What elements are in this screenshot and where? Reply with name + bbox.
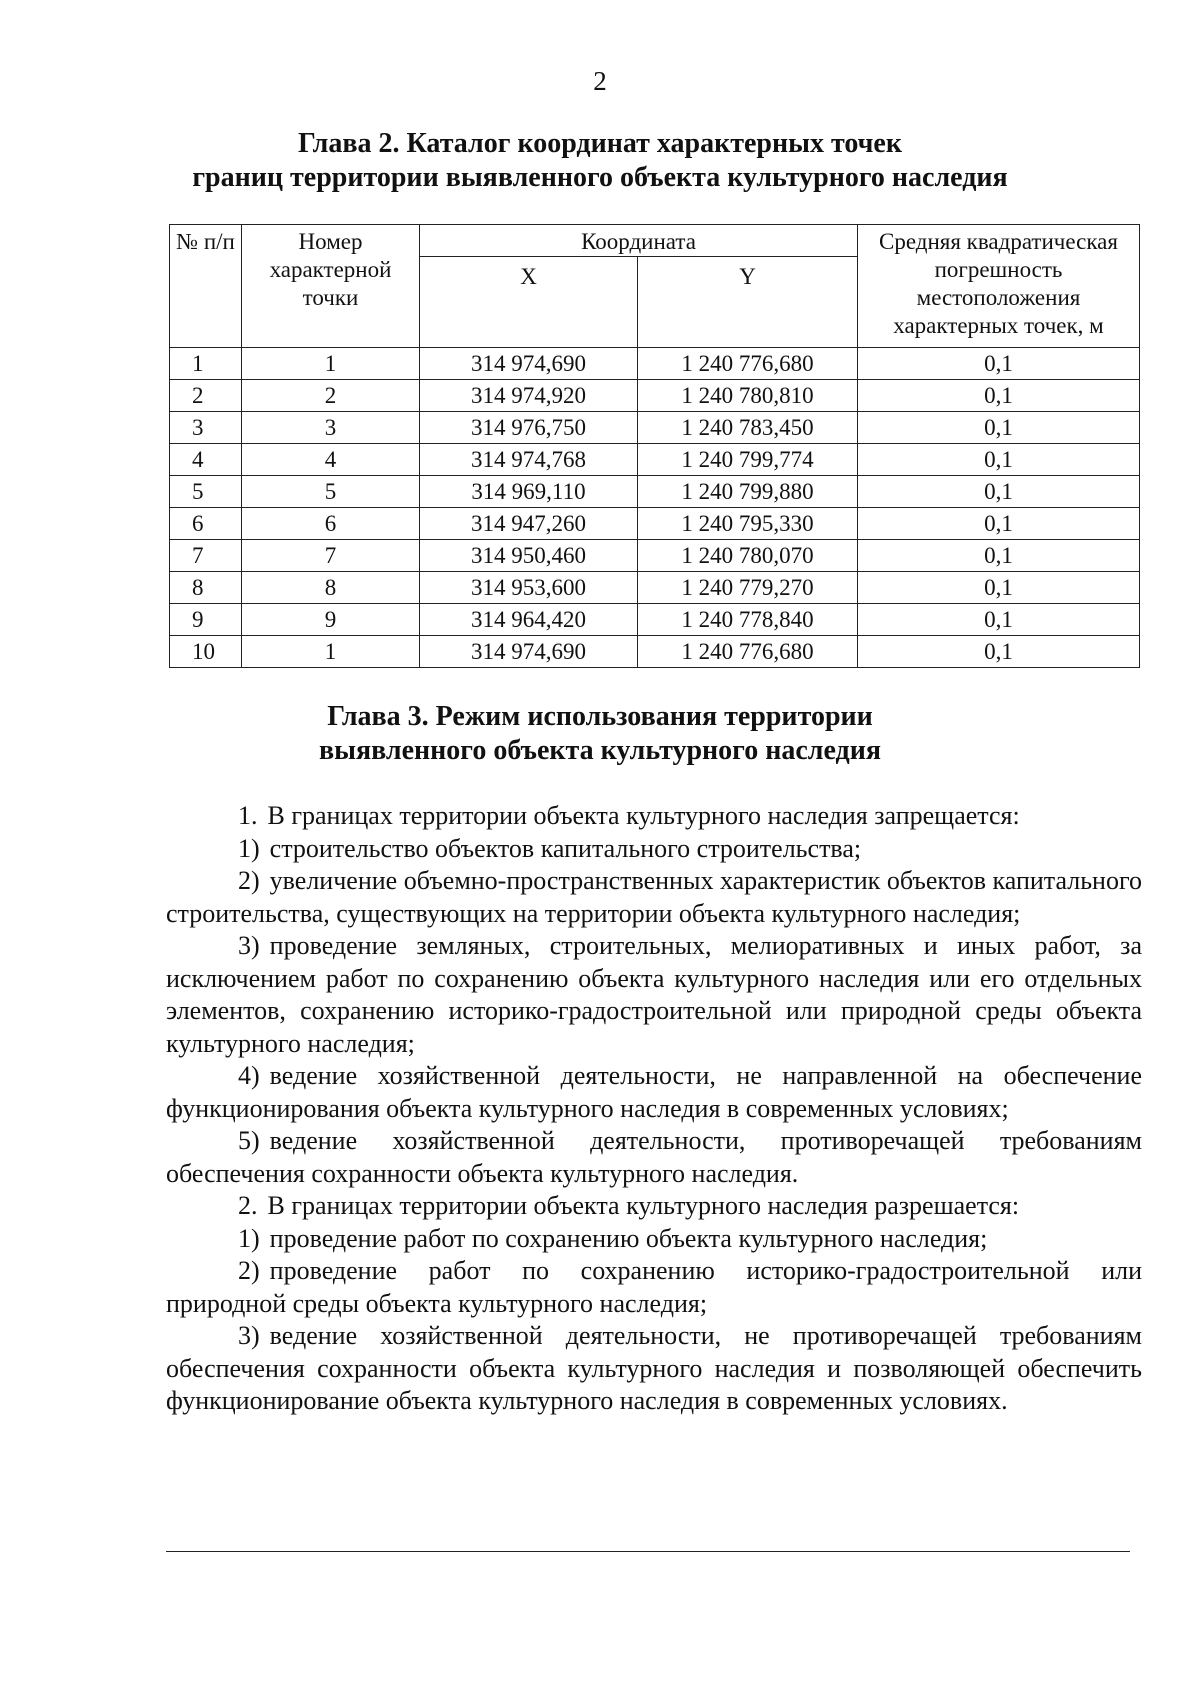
header-mean-square-error: Средняя квадратическая погрешность местоположения характерных точек, м <box>858 225 1140 348</box>
chapter-3-title-line-2: выявленного объекта культурного наследия <box>319 735 881 766</box>
paragraph-text: ведение хозяйственной деятельности, не противоречащей требованиям обеспечения сохранности объекта культурного наследия и позволяющей обеспечить функционирование объекта культурного наследия в современных условиях. <box>166 1321 1142 1415</box>
table-row <box>170 412 1140 444</box>
paragraph <box>166 1125 1142 1190</box>
error-cell: 0,1 <box>858 444 1140 476</box>
error-cell: 0,1 <box>858 636 1140 668</box>
paragraph-number: 2) <box>238 866 260 895</box>
point-number-cell: 7 <box>242 540 420 572</box>
point-number-cell: 2 <box>242 380 420 412</box>
table-row <box>170 348 1140 380</box>
error-cell: 0,1 <box>858 604 1140 636</box>
point-number-cell: 6 <box>242 508 420 540</box>
error-cell: 0,1 <box>858 572 1140 604</box>
paragraph-number: 1. <box>238 801 258 830</box>
error-cell: 0,1 <box>858 540 1140 572</box>
paragraph <box>166 1255 1142 1320</box>
bottom-divider <box>166 1551 1130 1552</box>
paragraph <box>166 800 1142 833</box>
x-coordinate-cell: 314 974,690 <box>420 636 638 668</box>
table-row <box>170 476 1140 508</box>
point-number-cell: 1 <box>242 636 420 668</box>
paragraph-text: проведение земляных, строительных, мелиоративных и иных работ, за исключением работ по сохранению объекта культурного наследия или его отдельных элементов, сохранению историко-градостроительной или природной среды объекта культурного наследия; <box>166 931 1142 1058</box>
x-coordinate-cell: 314 953,600 <box>420 572 638 604</box>
paragraph-text: проведение работ по сохранению историко-градостроительной или природной среды объекта культурного наследия; <box>166 1256 1142 1318</box>
row-number-cell: 4 <box>170 444 242 476</box>
chapter-2-title-line-2: границ территории выявленного объекта культурного наследия <box>192 162 1008 193</box>
x-coordinate-cell: 314 950,460 <box>420 540 638 572</box>
paragraph-text: строительство объектов капитального строительства; <box>269 833 862 863</box>
y-coordinate-cell: 1 240 776,680 <box>638 348 858 380</box>
paragraph-text: В границах территории объекта культурного наследия разрешается: <box>267 1191 1020 1220</box>
error-cell: 0,1 <box>858 380 1140 412</box>
paragraph-text: проведение работ по сохранению объекта культурного наследия; <box>269 1223 988 1253</box>
x-coordinate-cell: 314 974,920 <box>420 380 638 412</box>
y-coordinate-cell: 1 240 799,880 <box>638 476 858 508</box>
paragraph-number: 3) <box>238 931 260 960</box>
error-cell: 0,1 <box>858 412 1140 444</box>
coordinates-table <box>169 224 1140 668</box>
row-number-cell: 10 <box>170 636 242 668</box>
x-coordinate-cell: 314 947,260 <box>420 508 638 540</box>
point-number-cell: 4 <box>242 444 420 476</box>
paragraph-number: 4) <box>238 1061 260 1090</box>
table-row <box>170 572 1140 604</box>
paragraph-number: 2) <box>238 1256 260 1285</box>
header-point-number: Номер характерной точки <box>242 225 420 348</box>
point-number-cell: 3 <box>242 412 420 444</box>
header-x: X <box>420 257 638 348</box>
paragraph-number: 5) <box>238 1126 260 1155</box>
row-number-cell: 1 <box>170 348 242 380</box>
error-cell: 0,1 <box>858 476 1140 508</box>
row-number-cell: 3 <box>170 412 242 444</box>
paragraph <box>166 1190 1142 1223</box>
y-coordinate-cell: 1 240 780,810 <box>638 380 858 412</box>
y-coordinate-cell: 1 240 780,070 <box>638 540 858 572</box>
table-row <box>170 444 1140 476</box>
paragraph-text: В границах территории объекта культурного наследия запрещается: <box>267 801 1020 830</box>
y-coordinate-cell: 1 240 799,774 <box>638 444 858 476</box>
header-coordinate: Координата <box>420 225 858 257</box>
table-header <box>170 225 1140 348</box>
chapter-3-title-line-1: Глава 3. Режим использования территории <box>327 701 873 732</box>
page-number: 2 <box>593 66 607 96</box>
x-coordinate-cell: 314 976,750 <box>420 412 638 444</box>
row-number-cell: 7 <box>170 540 242 572</box>
row-number-cell: 8 <box>170 572 242 604</box>
table-row <box>170 508 1140 540</box>
chapter-2-title <box>0 127 1200 195</box>
header-row-number: № п/п <box>170 225 242 348</box>
row-number-cell: 9 <box>170 604 242 636</box>
x-coordinate-cell: 314 974,768 <box>420 444 638 476</box>
paragraph <box>166 1320 1142 1418</box>
y-coordinate-cell: 1 240 779,270 <box>638 572 858 604</box>
table-row <box>170 636 1140 668</box>
paragraph <box>166 930 1142 1060</box>
row-number-cell: 5 <box>170 476 242 508</box>
error-cell: 0,1 <box>858 348 1140 380</box>
paragraph <box>166 833 1142 866</box>
table-body <box>170 348 1140 668</box>
paragraph <box>166 1060 1142 1125</box>
header-y: Y <box>638 257 858 348</box>
x-coordinate-cell: 314 969,110 <box>420 476 638 508</box>
paragraph-number: 3) <box>238 1321 260 1350</box>
table-row <box>170 380 1140 412</box>
table-row <box>170 540 1140 572</box>
y-coordinate-cell: 1 240 778,840 <box>638 604 858 636</box>
y-coordinate-cell: 1 240 795,330 <box>638 508 858 540</box>
row-number-cell: 6 <box>170 508 242 540</box>
chapter-3-title <box>0 700 1200 768</box>
y-coordinate-cell: 1 240 783,450 <box>638 412 858 444</box>
chapter-2-title-line-1: Глава 2. Каталог координат характерных точек <box>298 128 902 159</box>
x-coordinate-cell: 314 964,420 <box>420 604 638 636</box>
paragraph <box>166 865 1142 930</box>
paragraph-text: увеличение объемно-пространственных характеристик объектов капитального строительства, существующих на территории объекта культурного наследия; <box>166 866 1142 928</box>
paragraph-number: 1) <box>238 833 260 863</box>
row-number-cell: 2 <box>170 380 242 412</box>
paragraph-text: ведение хозяйственной деятельности, не направленной на обеспечение функционирования объекта культурного наследия в современных условиях; <box>166 1061 1142 1123</box>
point-number-cell: 5 <box>242 476 420 508</box>
paragraph-number: 1) <box>238 1223 260 1253</box>
point-number-cell: 8 <box>242 572 420 604</box>
paragraph-number: 2. <box>238 1191 258 1220</box>
point-number-cell: 1 <box>242 348 420 380</box>
table-row <box>170 604 1140 636</box>
point-number-cell: 9 <box>242 604 420 636</box>
chapter-3-body <box>166 800 1142 1418</box>
error-cell: 0,1 <box>858 508 1140 540</box>
x-coordinate-cell: 314 974,690 <box>420 348 638 380</box>
y-coordinate-cell: 1 240 776,680 <box>638 636 858 668</box>
paragraph-text: ведение хозяйственной деятельности, противоречащей требованиям обеспечения сохранности объекта культурного наследия. <box>166 1126 1142 1188</box>
paragraph <box>166 1223 1142 1256</box>
